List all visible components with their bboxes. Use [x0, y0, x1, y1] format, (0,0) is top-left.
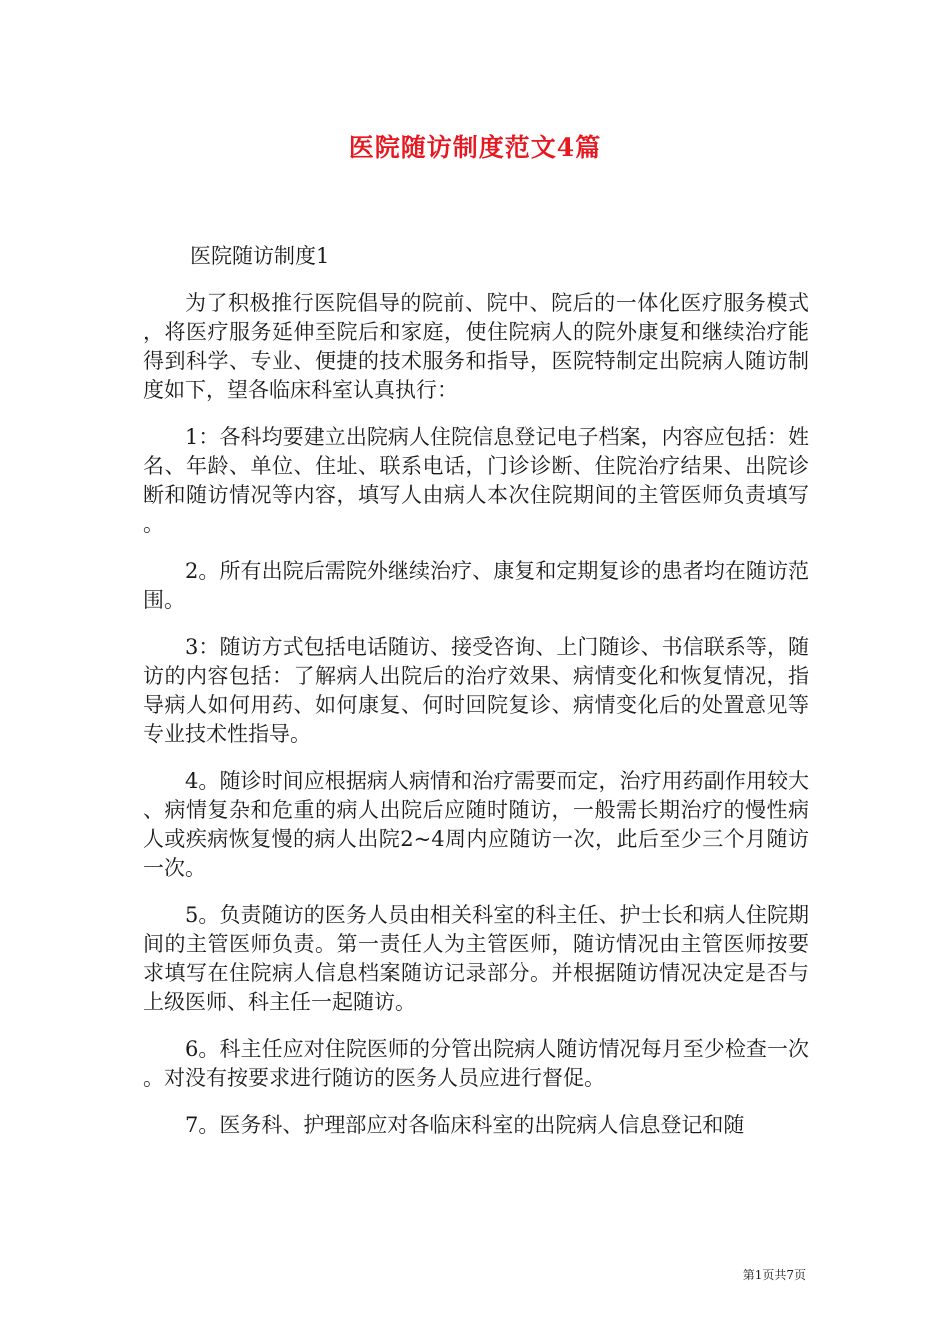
paragraph-intro: 为了积极推行医院倡导的院前、院中、院后的一体化医疗服务模式，将医疗服务延伸至院后和家庭，使住院病人的院外康复和继续治疗能得到科学、专业、便捷的技术服务和指导，医院特制定出院病人随访制度如下，望各临床科室认真执行：: [143, 291, 809, 402]
document-body: [143, 242, 809, 1158]
paragraph-item-3: 3：随访方式包括电话随访、接受咨询、上门随诊、书信联系等，随访的内容包括：了解病人出院后的治疗效果、病情变化和恢复情况，指导病人如何用药、如何康复、何时回院复诊、病情变化后的处置意见等专业技术性指导。: [143, 635, 809, 746]
paragraph-item-2: 2。所有出院后需院外继续治疗、康复和定期复诊的患者均在随访范围。: [143, 559, 809, 612]
section-heading: 医院随访制度1: [190, 244, 330, 268]
page-number-footer: 第1页共7页: [742, 1268, 806, 1282]
paragraph-item-1: 1：各科均要建立出院病人住院信息登记电子档案，内容应包括：姓名、年龄、单位、住址、联系电话，门诊诊断、住院治疗结果、出院诊断和随访情况等内容，填写人由病人本次住院期间的主管医师负责填写。: [143, 425, 809, 536]
document-title: 医院随访制度范文4篇: [348, 133, 602, 162]
paragraph-item-7: 7。医务科、护理部应对各临床科室的出院病人信息登记和随: [185, 1113, 745, 1137]
paragraph-item-4: 4。随诊时间应根据病人病情和治疗需要而定，治疗用药副作用较大、病情复杂和危重的病人出院后应随时随访，一般需长期治疗的慢性病人或疾病恢复慢的病人出院2~4周内应随访一次，此后至少三个月随访一次。: [143, 769, 809, 880]
paragraph-item-5: 5。负责随访的医务人员由相关科室的科主任、护士长和病人住院期间的主管医师负责。第一责任人为主管医师，随访情况由主管医师按要求填写在住院病人信息档案随访记录部分。并根据随访情况决定是否与上级医师、科主任一起随访。: [143, 903, 809, 1014]
paragraph-item-6: 6。科主任应对住院医师的分管出院病人随访情况每月至少检查一次。对没有按要求进行随访的医务人员应进行督促。: [143, 1037, 809, 1090]
